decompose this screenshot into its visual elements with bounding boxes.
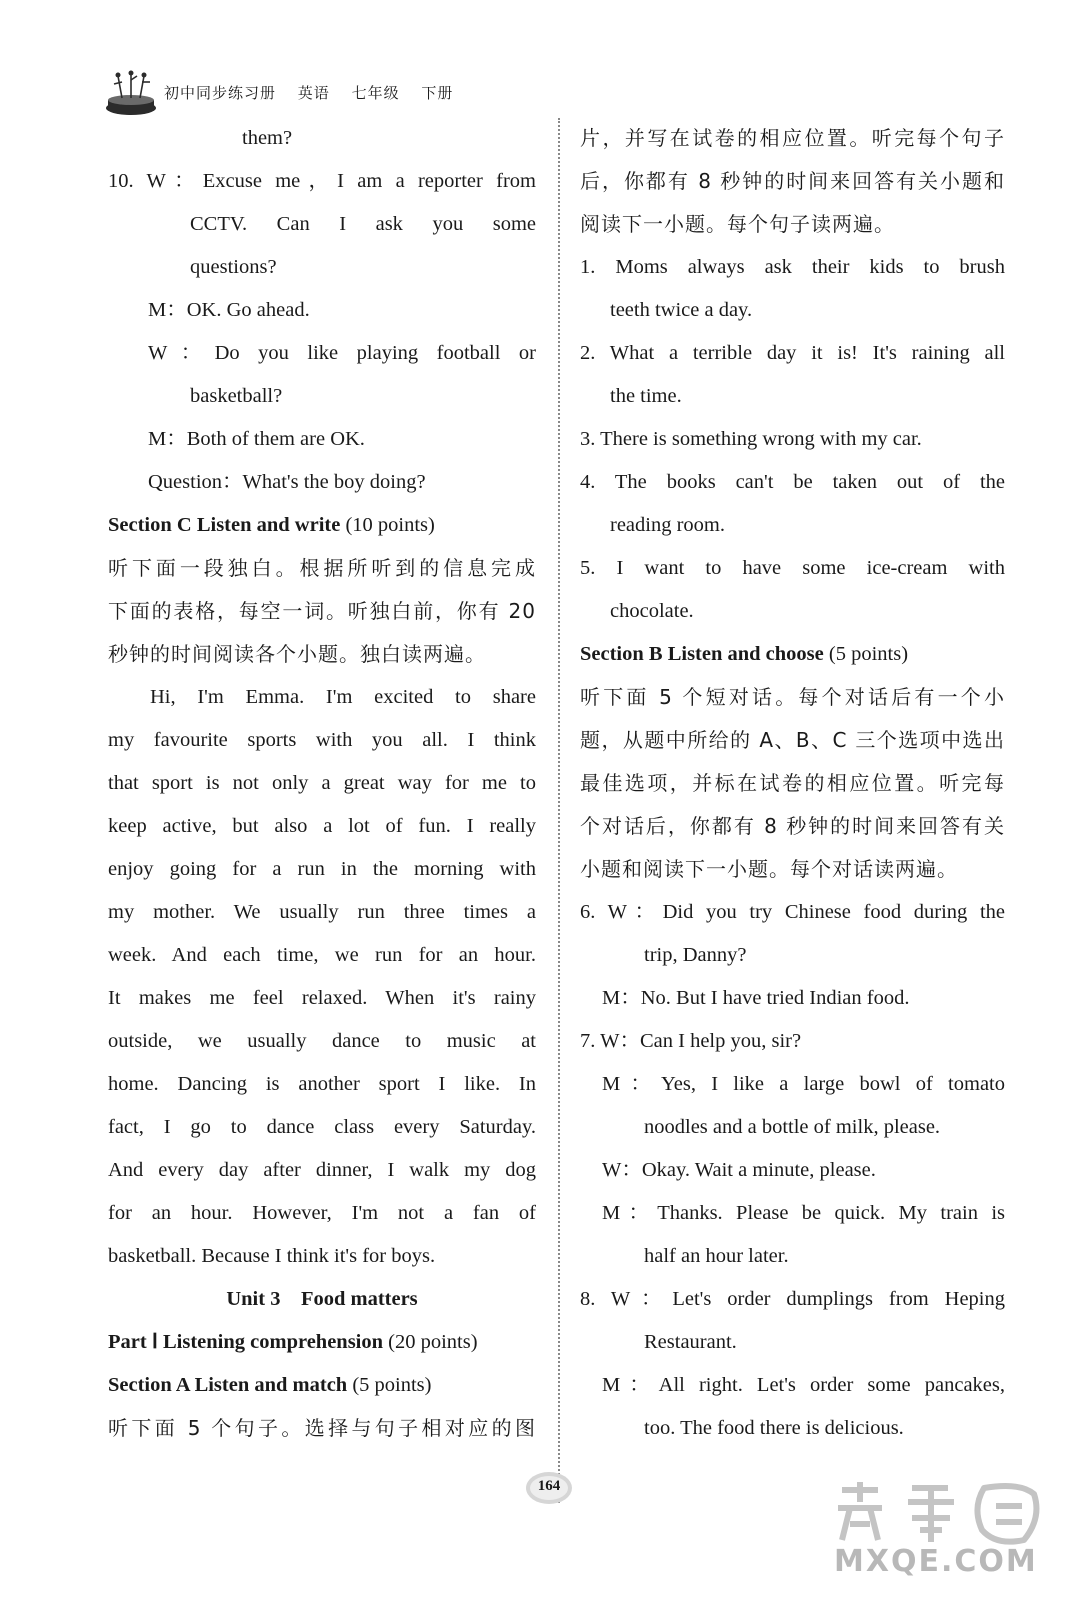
sentence-line: reading room.	[610, 514, 725, 536]
header-book: 初中同步练习册	[164, 84, 277, 102]
passage-line: enjoy going for a run in the morning with	[108, 858, 536, 880]
section-title: Section C Listen and write	[108, 514, 341, 536]
section-c-heading	[108, 513, 435, 537]
part-heading	[108, 1330, 478, 1354]
passage-line: week. And each time, we run for an hour.	[108, 944, 536, 966]
page-header	[104, 70, 504, 120]
passage-line: that sport is not only a great way for me to	[108, 772, 536, 794]
passage-line: It makes me feel relaxed. When it's rainy	[108, 987, 536, 1009]
dialogue-line: trip, Danny?	[644, 944, 747, 966]
instruction-line: 听下面 5 个短对话。每个对话后有一个小	[580, 685, 1005, 709]
passage-line: And every day after dinner, I walk my dog	[108, 1159, 536, 1181]
instruction-line: 后，你都有 8 秒钟的时间来回答有关小题和	[580, 169, 1005, 193]
instruction-line: 个对话后，你都有 8 秒钟的时间来回答有关	[580, 814, 1005, 838]
watermark-logo-icon	[820, 1478, 1055, 1548]
part-title: Part Ⅰ Listening comprehension	[108, 1331, 384, 1353]
section-b-heading	[580, 642, 908, 666]
header-subject: 英语	[297, 84, 330, 102]
dialogue-line: M：Both of them are OK.	[148, 428, 365, 450]
passage-line: for an hour. However, I'm not a fan of	[108, 1202, 536, 1224]
section-points: (5 points)	[823, 643, 909, 665]
passage-line: fact, I go to dance class every Saturday.	[108, 1116, 536, 1138]
section-points: (10 points)	[340, 514, 435, 536]
dialogue-line: 6. W：Did you try Chinese food during the	[580, 901, 1005, 923]
sentence-line: the time.	[610, 385, 682, 407]
dialogue-line: questions?	[190, 256, 277, 278]
dialogue-line: W：Okay. Wait a minute, please.	[602, 1159, 876, 1181]
dialogue-line: Restaurant.	[644, 1331, 737, 1353]
instruction-line: 听下面一段独白。根据所听到的信息完成	[108, 556, 536, 580]
header-volume: 下册	[421, 84, 454, 102]
instruction-line: 阅读下一小题。每个句子读两遍。	[580, 212, 895, 236]
dialogue-line: too. The food there is delicious.	[644, 1417, 904, 1439]
passage-line: my mother. We usually run three times a	[108, 901, 536, 923]
passage-line: outside, we usually dance to music at	[108, 1030, 536, 1052]
section-title: Section B Listen and choose	[580, 643, 824, 665]
watermark	[820, 1478, 1055, 1588]
sentence-line: 2. What a terrible day it is! It's raining all	[580, 342, 1005, 364]
section-a-heading	[108, 1373, 431, 1397]
book-logo-icon	[104, 70, 158, 118]
instruction-line: 听下面 5 个句子。选择与句子相对应的图	[108, 1416, 536, 1440]
dialogue-line: 10. W：Excuse me，I am a reporter from	[108, 170, 536, 192]
dialogue-line: 8. W：Let's order dumplings from Heping	[580, 1288, 1005, 1310]
passage-line: basketball. Because I think it's for boys.	[108, 1245, 436, 1267]
dialogue-line: M：All right. Let's order some pancakes,	[602, 1374, 1005, 1396]
instruction-line: 下面的表格，每空一词。听独白前，你有 20	[108, 599, 536, 623]
dialogue-line: 7. W：Can I help you, sir?	[580, 1030, 802, 1052]
section-points: (5 points)	[347, 1374, 432, 1396]
part-points: (20 points)	[383, 1331, 478, 1353]
dialogue-line: basketball?	[190, 385, 283, 407]
passage-line: my favourite sports with you all. I think	[108, 729, 536, 751]
instruction-line: 小题和阅读下一小题。每个对话读两遍。	[580, 857, 958, 881]
sentence-line: teeth twice a day.	[610, 299, 753, 321]
text-line: them?	[242, 127, 293, 149]
sentence-line: 4. The books can't be taken out of the	[580, 471, 1005, 493]
sentence-line: 3. There is something wrong with my car.	[580, 428, 922, 450]
header-title	[164, 82, 469, 103]
header-grade: 七年级	[351, 84, 400, 102]
unit-title: Unit 3 Food matters	[226, 1288, 418, 1310]
sentence-line: 5. I want to have some ice-cream with	[580, 557, 1005, 579]
page-number: 164	[537, 1478, 561, 1494]
dialogue-line: M：No. But I have tried Indian food.	[602, 987, 910, 1009]
watermark-domain: MXQE.COM	[834, 1544, 1038, 1579]
sentence-line: chocolate.	[610, 600, 694, 622]
section-title: Section A Listen and match	[108, 1374, 348, 1396]
dialogue-line: CCTV. Can I ask you some	[190, 213, 536, 235]
question-line: Question：What's the boy doing?	[148, 471, 426, 493]
dialogue-line: M：OK. Go ahead.	[148, 299, 310, 321]
passage-line: home. Dancing is another sport I like. In	[108, 1073, 536, 1095]
dialogue-line: noodles and a bottle of milk, please.	[644, 1116, 941, 1138]
dialogue-line: M：Thanks. Please be quick. My train is	[602, 1202, 1005, 1224]
instruction-line: 秒钟的时间阅读各个小题。独白读两遍。	[108, 642, 486, 666]
passage-line: Hi, I'm Emma. I'm excited to share	[150, 686, 536, 708]
column-divider	[558, 118, 560, 1503]
instruction-line: 题，从题中所给的 A、B、C 三个选项中选出	[580, 728, 1005, 752]
dialogue-line: W：Do you like playing football or	[148, 342, 536, 364]
instruction-line: 片，并写在试卷的相应位置。听完每个句子	[580, 126, 1005, 150]
page-number-badge	[524, 1470, 574, 1506]
dialogue-line: half an hour later.	[644, 1245, 789, 1267]
dialogue-line: M：Yes, I like a large bowl of tomato	[602, 1073, 1005, 1095]
instruction-line: 最佳选项，并标在试卷的相应位置。听完每	[580, 771, 1005, 795]
passage-line: keep active, but also a lot of fun. I really	[108, 815, 536, 837]
sentence-line: 1. Moms always ask their kids to brush	[580, 256, 1005, 278]
